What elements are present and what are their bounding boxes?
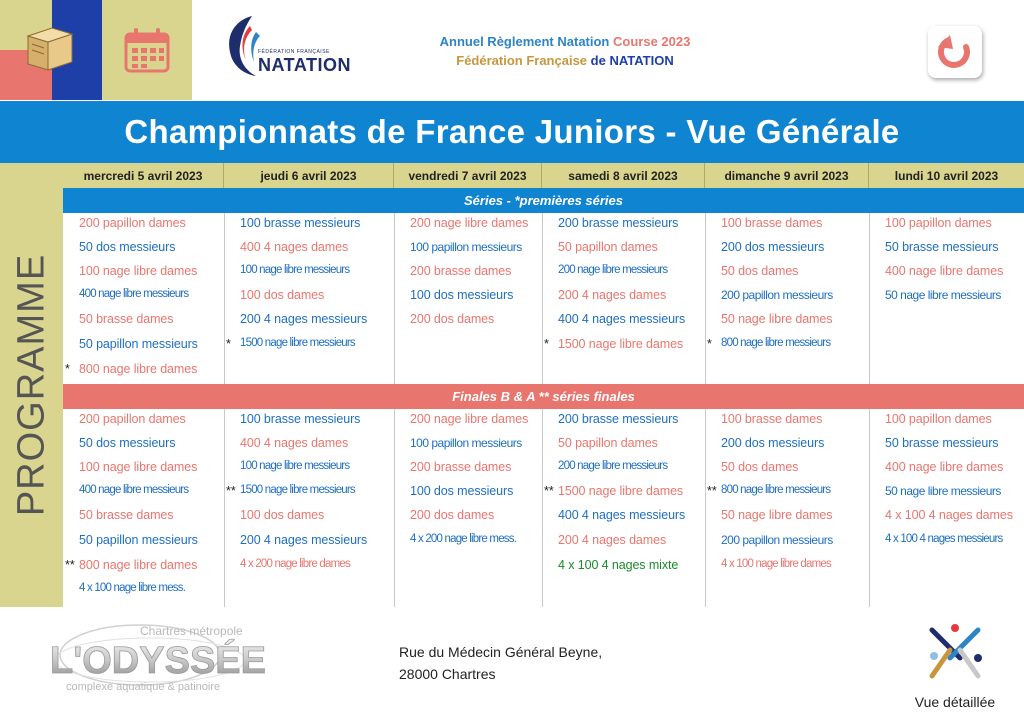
- calendar-tile[interactable]: [102, 0, 192, 100]
- day-header: dimanche 9 avril 2023: [705, 163, 869, 188]
- event-item[interactable]: 200 papillon dames: [79, 216, 186, 230]
- column-separator: [705, 409, 706, 607]
- address-line-2: 28000 Chartres: [399, 666, 496, 682]
- event-item[interactable]: 100 brasse messieurs: [240, 216, 361, 230]
- event-item[interactable]: 50 nage libre dames: [721, 312, 833, 326]
- event-item[interactable]: 50 brasse messieurs: [885, 436, 999, 450]
- document-title: [380, 32, 750, 70]
- day-header: samedi 8 avril 2023: [542, 163, 705, 188]
- event-item[interactable]: 200 brasse dames: [410, 460, 512, 474]
- event-item[interactable]: 800 nage libre messieurs: [721, 484, 831, 496]
- event-item[interactable]: 1500 nage libre messieurs: [240, 337, 355, 349]
- event-item[interactable]: 200 dos messieurs: [721, 240, 825, 254]
- event-item[interactable]: 400 nage libre dames: [885, 264, 1004, 278]
- event-item[interactable]: 200 brasse messieurs: [558, 216, 679, 230]
- finales-section-bar: [63, 384, 1024, 409]
- event-item[interactable]: 400 4 nages dames: [240, 436, 349, 450]
- back-button[interactable]: [928, 26, 982, 78]
- event-item[interactable]: 50 brasse messieurs: [885, 240, 999, 254]
- event-item[interactable]: 50 dos dames: [721, 264, 799, 278]
- series-section-label: Séries - *premières séries: [464, 193, 623, 208]
- event-item[interactable]: 50 papillon messieurs: [79, 337, 198, 351]
- event-item[interactable]: 200 nage libre dames: [410, 216, 529, 230]
- event-item[interactable]: 800 nage libre dames: [79, 362, 198, 376]
- event-item[interactable]: 100 dos messieurs: [410, 484, 514, 498]
- title-line2-b: de NATATION: [590, 53, 674, 68]
- programme-label: PROGRAMME: [10, 253, 53, 517]
- event-item[interactable]: 100 brasse dames: [721, 216, 823, 230]
- odyssee-logo: [30, 615, 350, 715]
- series-section-bar: [63, 188, 1024, 213]
- title-line2-a: Fédération Française: [456, 53, 588, 68]
- event-item[interactable]: 100 nage libre dames: [79, 460, 198, 474]
- event-item[interactable]: 100 dos dames: [240, 288, 325, 302]
- column-separator: [394, 409, 395, 607]
- event-item[interactable]: 400 4 nages dames: [240, 240, 349, 254]
- event-item[interactable]: 50 papillon dames: [558, 240, 658, 254]
- event-item[interactable]: 100 brasse messieurs: [240, 412, 361, 426]
- event-item[interactable]: 200 dos dames: [410, 312, 495, 326]
- odyssee-logo-main: L'ODYSSÉE: [50, 640, 266, 682]
- event-marker: **: [65, 558, 75, 572]
- event-item[interactable]: 100 nage libre messieurs: [240, 264, 350, 276]
- event-item[interactable]: 4 x 100 4 nages mixte: [558, 558, 679, 572]
- event-item[interactable]: 400 4 nages messieurs: [558, 508, 686, 522]
- event-marker: **: [707, 484, 717, 498]
- event-item[interactable]: 4 x 100 4 nages messieurs: [885, 533, 1003, 545]
- event-item[interactable]: 200 4 nages messieurs: [240, 312, 368, 326]
- event-item[interactable]: 400 4 nages messieurs: [558, 312, 686, 326]
- day-header: vendredi 7 avril 2023: [394, 163, 542, 188]
- event-item[interactable]: 50 papillon dames: [558, 436, 658, 450]
- event-item[interactable]: 200 4 nages dames: [558, 533, 667, 547]
- book-tile[interactable]: [0, 0, 102, 100]
- column-separator: [869, 409, 870, 607]
- event-item[interactable]: 800 nage libre messieurs: [721, 337, 831, 349]
- title-line1-b: Course 2023: [613, 34, 691, 49]
- event-item[interactable]: 4 x 100 4 nages dames: [885, 508, 1013, 522]
- day-header: mercredi 5 avril 2023: [63, 163, 224, 188]
- event-marker: **: [544, 484, 554, 498]
- column-separator: [869, 213, 870, 384]
- event-item[interactable]: 200 nage libre messieurs: [558, 264, 668, 276]
- event-item[interactable]: 800 nage libre dames: [79, 558, 198, 572]
- event-item[interactable]: 1500 nage libre messieurs: [240, 484, 355, 496]
- event-item[interactable]: 200 nage libre messieurs: [558, 460, 668, 472]
- cross-figure-icon: [920, 618, 990, 688]
- event-item[interactable]: 50 dos messieurs: [79, 436, 176, 450]
- event-item[interactable]: 400 nage libre messieurs: [79, 288, 189, 300]
- event-item[interactable]: 100 brasse dames: [721, 412, 823, 426]
- logo-title: NATATION: [258, 55, 351, 75]
- event-item[interactable]: 100 nage libre messieurs: [240, 460, 350, 472]
- event-marker: *: [707, 337, 712, 351]
- event-item[interactable]: 50 nage libre messieurs: [885, 288, 1001, 302]
- day-header: lundi 10 avril 2023: [894, 168, 999, 183]
- event-item[interactable]: 100 dos dames: [240, 508, 325, 522]
- event-item[interactable]: 100 papillon dames: [885, 412, 992, 426]
- event-item[interactable]: 200 nage libre dames: [410, 412, 529, 426]
- odyssee-logo-sub: complexe aquatique & patinoire: [66, 681, 221, 693]
- event-item[interactable]: 400 nage libre messieurs: [79, 484, 189, 496]
- event-marker: **: [226, 484, 236, 498]
- event-item[interactable]: 50 nage libre dames: [721, 508, 833, 522]
- banner-title: Championnats de France Juniors - Vue Générale: [124, 113, 900, 150]
- corner-tiles: [0, 0, 192, 100]
- event-item[interactable]: 50 dos messieurs: [79, 240, 176, 254]
- event-item[interactable]: 200 papillon dames: [79, 412, 186, 426]
- book-icon: [24, 24, 78, 72]
- event-item[interactable]: 4 x 100 nage libre mess.: [79, 582, 186, 594]
- column-separator: [542, 213, 543, 384]
- event-item[interactable]: 4 x 200 nage libre dames: [240, 558, 350, 570]
- address-line-1: Rue du Médecin Général Beyne,: [399, 644, 603, 660]
- schedule-grid: [63, 163, 1024, 607]
- event-item[interactable]: 100 papillon dames: [885, 216, 992, 230]
- event-item[interactable]: 4 x 100 nage libre dames: [721, 558, 831, 570]
- column-separator: [224, 213, 225, 384]
- event-item[interactable]: 200 papillon messieurs: [721, 533, 833, 547]
- event-item[interactable]: 50 brasse dames: [79, 508, 174, 522]
- event-item[interactable]: 200 brasse messieurs: [558, 412, 679, 426]
- event-item[interactable]: 100 papillon messieurs: [410, 240, 522, 254]
- event-item[interactable]: 200 brasse dames: [410, 264, 512, 278]
- event-marker: *: [65, 362, 70, 376]
- event-item[interactable]: 200 papillon messieurs: [721, 288, 833, 302]
- logo-subtitle: FÉDÉRATION FRANÇAISE: [258, 49, 330, 55]
- event-item[interactable]: 200 dos messieurs: [721, 436, 825, 450]
- address: [399, 641, 602, 685]
- event-item[interactable]: 100 papillon messieurs: [410, 436, 522, 450]
- event-item[interactable]: 50 papillon messieurs: [79, 533, 198, 547]
- event-marker: *: [226, 337, 231, 351]
- title-line1-a: Annuel Règlement Natation: [439, 34, 610, 49]
- odyssee-logo-top: Chartres métropole: [140, 624, 243, 638]
- return-arrow-icon: [936, 33, 974, 71]
- title-banner: [0, 101, 1024, 163]
- calendar-icon: [122, 25, 172, 75]
- day-header-row: [63, 163, 1024, 188]
- event-item[interactable]: 400 nage libre dames: [885, 460, 1004, 474]
- event-item[interactable]: 200 dos dames: [410, 508, 495, 522]
- event-item[interactable]: 200 4 nages messieurs: [240, 533, 368, 547]
- vue-detaillee-button[interactable]: [900, 618, 1010, 718]
- column-separator: [394, 213, 395, 384]
- vue-detaillee-label: Vue détaillée: [914, 694, 996, 710]
- day-header: jeudi 6 avril 2023: [224, 163, 394, 188]
- event-item[interactable]: 100 dos messieurs: [410, 288, 514, 302]
- column-separator: [542, 409, 543, 607]
- column-separator: [705, 213, 706, 384]
- column-separator: [224, 409, 225, 607]
- event-marker: *: [544, 337, 549, 351]
- event-item[interactable]: 50 brasse dames: [79, 312, 174, 326]
- event-item[interactable]: 1500 nage libre dames: [558, 337, 684, 351]
- event-item[interactable]: 200 4 nages dames: [558, 288, 667, 302]
- event-item[interactable]: 4 x 200 nage libre mess.: [410, 533, 517, 545]
- finales-section-label: Finales B & A ** séries finales: [452, 389, 635, 404]
- event-item[interactable]: 1500 nage libre dames: [558, 484, 684, 498]
- event-item[interactable]: 50 nage libre messieurs: [885, 484, 1001, 498]
- event-item[interactable]: 100 nage libre dames: [79, 264, 198, 278]
- event-item[interactable]: 50 dos dames: [721, 460, 799, 474]
